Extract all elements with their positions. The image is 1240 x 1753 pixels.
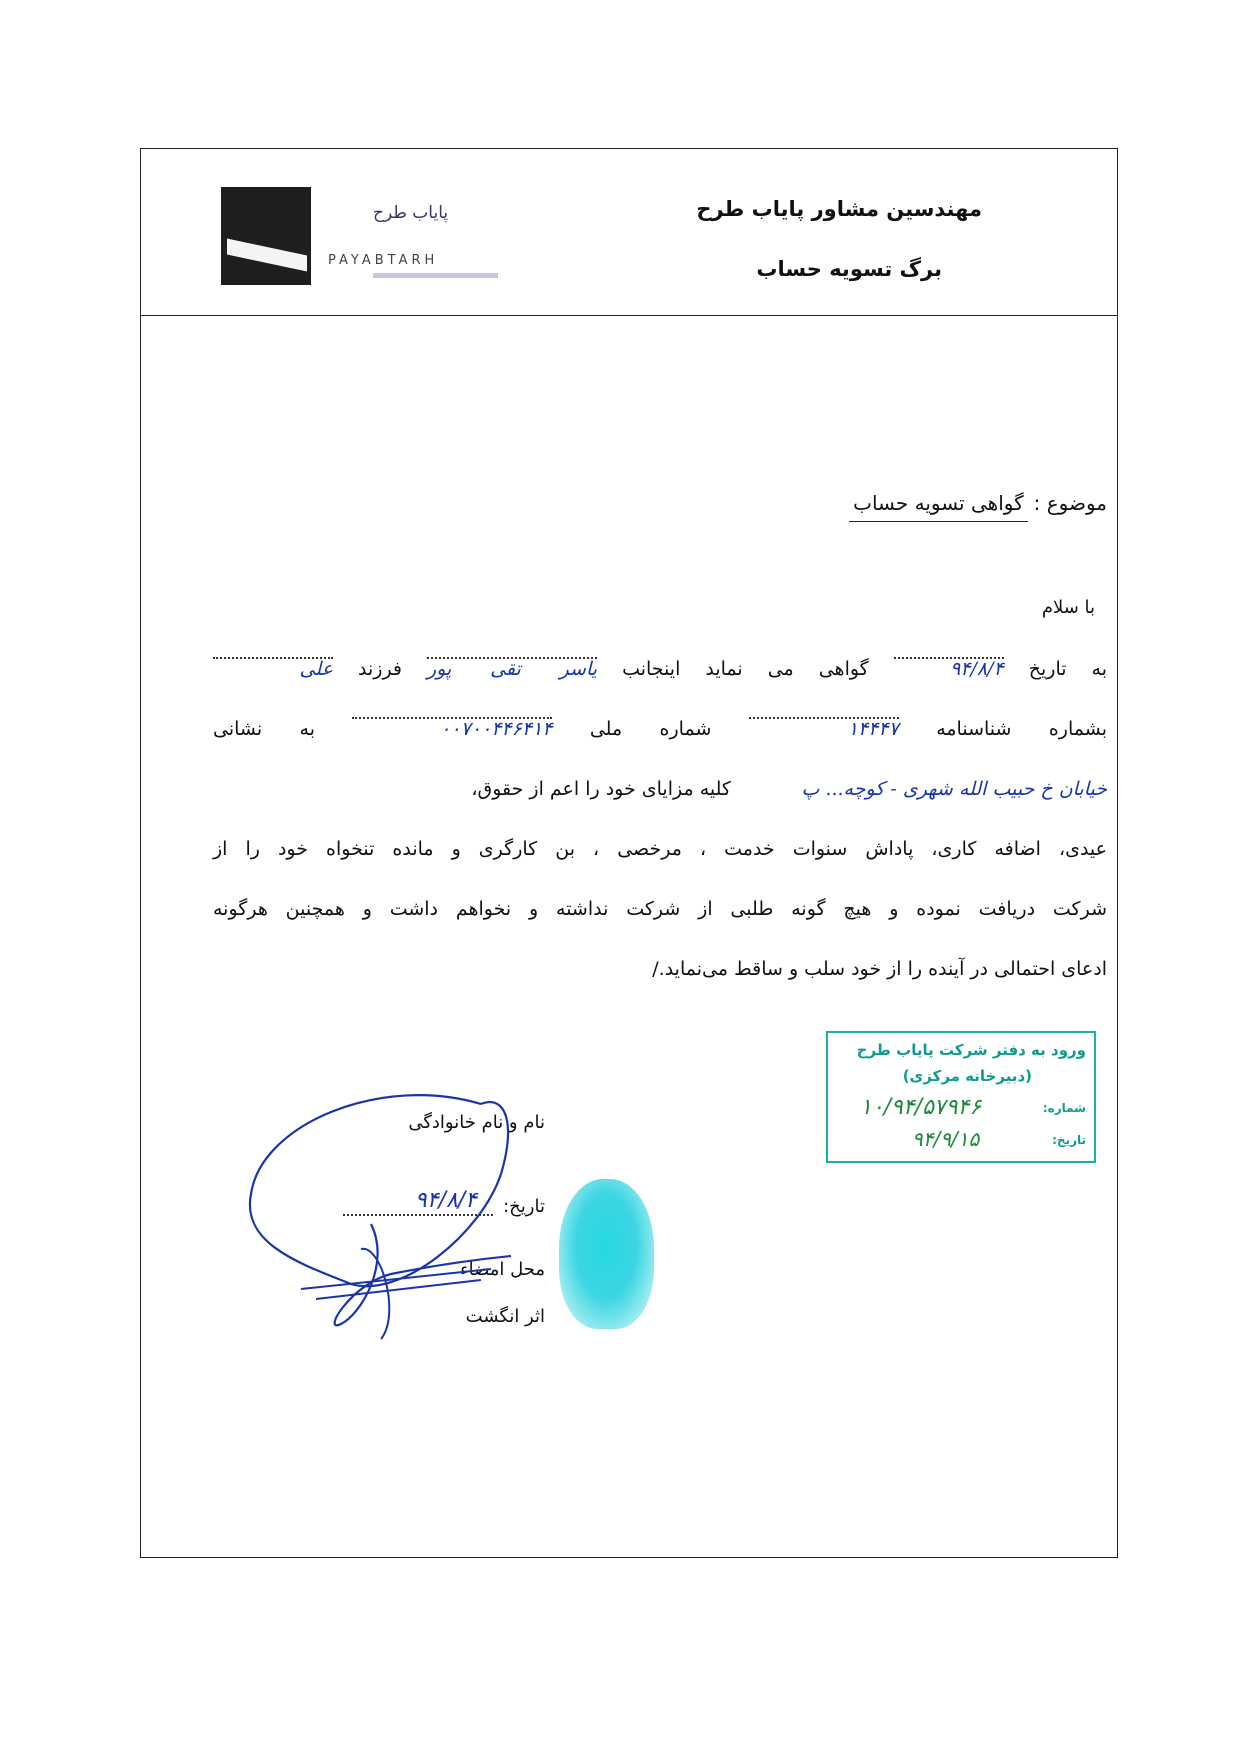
handwritten-sign-date: ۹۴/۸/۴ (414, 1188, 477, 1213)
text-address-label: به نشانی (213, 718, 316, 740)
signature-label: محل امضاء (460, 1259, 545, 1280)
handwritten-name: یاسر تقی پور (427, 658, 598, 680)
body-line-1 (213, 639, 1107, 699)
handwritten-signature (241, 1084, 661, 1384)
logo-subtitle-band (373, 273, 498, 278)
handwritten-id-number: ۱۴۴۴۷ (847, 718, 899, 740)
stamp-line-2: (دبیرخانه مرکزی) (902, 1067, 1032, 1085)
stamp-number-label: شماره: (1042, 1101, 1086, 1115)
body-line-6: ادعای احتمالی در آینده را از خود سلب و ساقط می‌نماید./ (652, 958, 1107, 980)
handwritten-date: ۹۴/۸/۴ (950, 658, 1004, 680)
certificate-body (213, 639, 1107, 999)
receipt-stamp (826, 1031, 1096, 1163)
date-label: تاریخ: (503, 1196, 545, 1217)
company-logo-icon (221, 187, 311, 285)
text-benefits: کلیه مزایای خود را اعم از حقوق، (471, 778, 731, 800)
text-national-id-label: شماره ملی (589, 718, 712, 740)
stamp-line-1: ورود به دفتر شرکت پایاب طرح (856, 1041, 1086, 1059)
handwritten-national-id: ۰۰۷۰۰۴۴۶۴۱۴ (440, 718, 553, 740)
body-line-4: عیدی، اضافه کاری، پاداش سنوات خدمت ، مرخصی ، بن کارگری و مانده تنخواه خود را از (213, 838, 1107, 860)
name-label: نام و نام خانوادگی (408, 1112, 545, 1133)
text-child-of: فرزند (358, 658, 403, 680)
header-divider (141, 315, 1117, 316)
subject-label: موضوع : (1033, 491, 1107, 515)
body-line-3 (213, 759, 1107, 819)
text-date-prefix: به تاریخ (1028, 658, 1108, 680)
form-title: برگ تسویه حساب (756, 257, 942, 281)
greeting: با سلام (1041, 597, 1095, 618)
body-line-5: شرکت دریافت نموده و هیچ گونه طلبی از شرکت نداشته و نخواهم داشت و همچنین هرگونه (213, 898, 1107, 920)
thumbprint-label: اثر انگشت (465, 1306, 545, 1327)
subject-value: گواهی تسویه حساب (849, 491, 1028, 522)
stamp-date-value: ۹۴/۹/۱۵ (912, 1127, 980, 1151)
document-frame (140, 148, 1118, 1558)
logo-text-en: PAYABTARH (328, 253, 439, 268)
handwritten-address: خیابان خ حبیب الله شهری - کوچه... پ (801, 778, 1107, 800)
body-line-2 (213, 699, 1107, 759)
company-name: مهندسین مشاور پایاب طرح (696, 197, 982, 221)
text-certify: گواهی می نماید اینجانب (622, 658, 869, 680)
handwritten-father-name: علی (299, 658, 333, 680)
signature-block (241, 1084, 661, 1384)
stamp-date-label: تاریخ: (1052, 1133, 1086, 1147)
text-id-label: بشماره شناسنامه (936, 718, 1107, 740)
stamp-number-value: ۱۰/۹۴/۵۷۹۴۶ (860, 1095, 982, 1120)
subject-line (849, 491, 1107, 515)
logo-text-fa: پایاب طرح (373, 203, 449, 223)
